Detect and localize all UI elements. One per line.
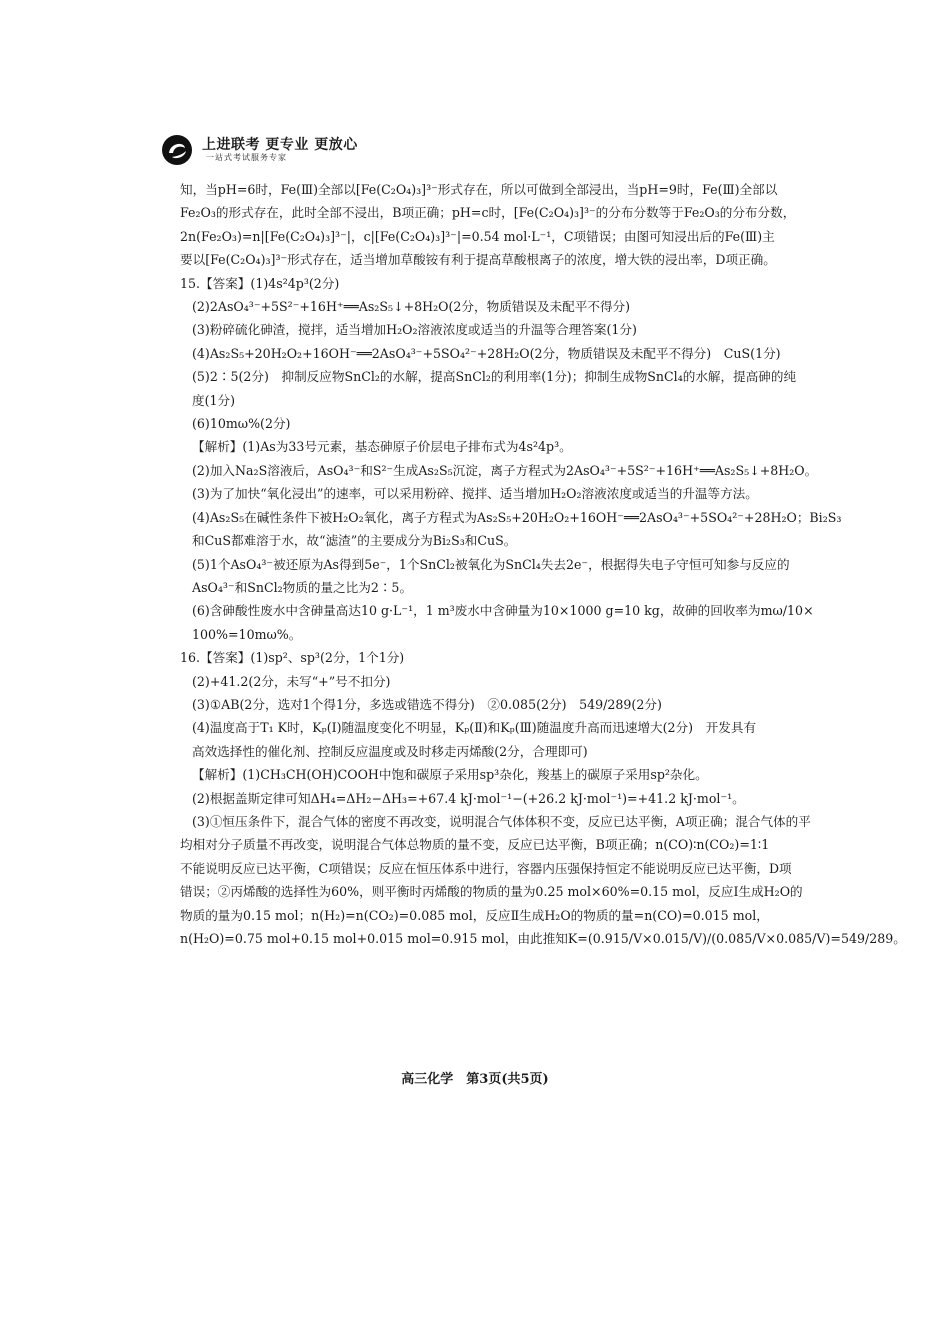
text-line: 15.【答案】(1)4s²4p³(2分) bbox=[180, 275, 340, 291]
text-line: (2)2AsO₄³⁻+5S²⁻+16H⁺══As₂S₅↓+8H₂O(2分，物质错误及未配平不得分) bbox=[192, 299, 631, 315]
text-line: (3)为了加快“氧化浸出”的速率，可以采用粉碎、搅拌、适当增加H₂O₂溶液浓度或适当的升温等方法。 bbox=[192, 486, 758, 502]
header-logo bbox=[160, 133, 358, 167]
text-line: (5)1个AsO₄³⁻被还原为As得到5e⁻，1个SnCl₂被氧化为SnCl₄失去2e⁻，根据得失电子守恒可知参与反应的 bbox=[192, 556, 790, 572]
text-line: (6)含砷酸性废水中含砷量高达10 g·L⁻¹，1 m³废水中含砷量为10×1000 g=10 kg，故砷的回收率为mω/10× bbox=[192, 603, 814, 619]
answer-text-body bbox=[180, 178, 906, 950]
text-line: (3)①恒压条件下，混合气体的密度不再改变，说明混合气体体积不变，反应已达平衡，A项正确；混合气体的平 bbox=[192, 813, 811, 829]
text-line: 度(1分) bbox=[192, 392, 236, 408]
text-line: 要以[Fe(C₂O₄)₃]³⁻形式存在，适当增加草酸铵有利于提高草酸根离子的浓度，增大铁的浸出率，D项正确。 bbox=[180, 252, 776, 268]
header-tagline: 一站式考试服务专家 bbox=[206, 153, 287, 162]
text-line: 和CuS都难溶于水，故“滤渣”的主要成分为Bi₂S₃和CuS。 bbox=[192, 533, 517, 549]
text-line: (4)As₂S₅在碱性条件下被H₂O₂氧化，离子方程式为As₂S₅+20H₂O₂+16OH⁻══2AsO₄³⁻+5SO₄²⁻+28H₂O；Bi₂S₃ bbox=[192, 509, 842, 525]
text-line: (3)①AB(2分，选对1个得1分，多选或错选不得分) ②0.085(2分) 549/289(2分) bbox=[192, 696, 662, 712]
header-slogan: 上进联考 更专业 更放心 bbox=[202, 137, 358, 153]
text-line: (2)+41.2(2分，未写“+”号不扣分) bbox=[192, 673, 391, 689]
text-line: 100%=10mω%。 bbox=[192, 626, 302, 642]
text-line: 【解析】(1)CH₃CH(OH)COOH中饱和碳原子采用sp³杂化，羧基上的碳原子采用sp²杂化。 bbox=[192, 767, 708, 783]
text-line: Fe₂O₃的形式存在，此时全部不浸出，B项正确；pH=c时，[Fe(C₂O₄)₃]³⁻的分布分数等于Fe₂O₃的分布分数， bbox=[180, 205, 796, 221]
brand-swirl-icon bbox=[160, 133, 194, 167]
text-line: 均相对分子质量不再改变，说明混合气体总物质的量不变，反应已达平衡，B项正确；n(CO)∶n(CO₂)=1∶1 bbox=[180, 837, 770, 853]
text-line: 2n(Fe₂O₃)=n|[Fe(C₂O₄)₃]³⁻|，c|[Fe(C₂O₄)₃]³⁻|=0.54 mol·L⁻¹，C项错误；由图可知浸出后的Fe(Ⅲ)主 bbox=[180, 228, 775, 244]
text-line: 不能说明反应已达平衡，C项错误；反应在恒压体系中进行，容器内压强保持恒定不能说明反应已达平衡，D项 bbox=[180, 860, 792, 876]
text-line: 高效选择性的催化剂、控制反应温度或及时移走丙烯酸(2分，合理即可) bbox=[192, 743, 588, 759]
text-line: (5)2∶5(2分) 抑制反应物SnCl₂的水解，提高SnCl₂的利用率(1分)；抑制生成物SnCl₄的水解，提高砷的纯 bbox=[192, 369, 797, 385]
page-footer: 高三化学 第3页(共5页) bbox=[401, 1072, 549, 1087]
text-line: 物质的量为0.15 mol；n(H₂)=n(CO₂)=0.085 mol，反应Ⅱ生成H₂O的物质的量=n(CO)=0.015 mol， bbox=[180, 907, 769, 923]
text-line: (3)粉碎硫化砷渣，搅拌，适当增加H₂O₂溶液浓度或适当的升温等合理答案(1分) bbox=[192, 322, 637, 338]
text-line: (4)As₂S₅+20H₂O₂+16OH⁻══2AsO₄³⁻+5SO₄²⁻+28H₂O(2分，物质错误及未配平不得分) CuS(1分) bbox=[192, 345, 781, 361]
text-line: 16.【答案】(1)sp²、sp³(2分，1个1分) bbox=[180, 650, 405, 666]
text-line: 错误；②丙烯酸的选择性为60%，则平衡时丙烯酸的物质的量为0.25 mol×60%=0.15 mol，反应Ⅰ生成H₂O的 bbox=[180, 884, 803, 900]
text-line: (2)加入Na₂S溶液后，AsO₄³⁻和S²⁻生成As₂S₅沉淀，离子方程式为2AsO₄³⁻+5S²⁻+16H⁺══As₂S₅↓+8H₂O。 bbox=[192, 462, 818, 478]
text-line: n(H₂O)=0.75 mol+0.15 mol+0.015 mol=0.915 mol，由此推知K=(0.915/V×0.015/V)/(0.085/V×0.085/V)=549/289。 bbox=[180, 931, 906, 946]
text-line: 知，当pH=6时，Fe(Ⅲ)全部以[Fe(C₂O₄)₃]³⁻形式存在，所以可做到全部浸出，当pH=9时，Fe(Ⅲ)全部以 bbox=[180, 182, 778, 197]
text-line: (6)10mω%(2分) bbox=[192, 416, 291, 432]
text-line: AsO₄³⁻和SnCl₂物质的量之比为2∶5。 bbox=[192, 579, 413, 595]
text-line: (4)温度高于T₁ K时，Kₚ(Ⅰ)随温度变化不明显，Kₚ(Ⅱ)和Kₚ(Ⅲ)随温度升高而迅速增大(2分) 开发具有 bbox=[192, 720, 757, 736]
text-line: (2)根据盖斯定律可知ΔH₄=ΔH₂−ΔH₃=+67.4 kJ·mol⁻¹−(+26.2 kJ·mol⁻¹)=+41.2 kJ·mol⁻¹。 bbox=[192, 790, 745, 806]
text-line: 【解析】(1)As为33号元素，基态砷原子价层电子排布式为4s²4p³。 bbox=[192, 439, 572, 455]
